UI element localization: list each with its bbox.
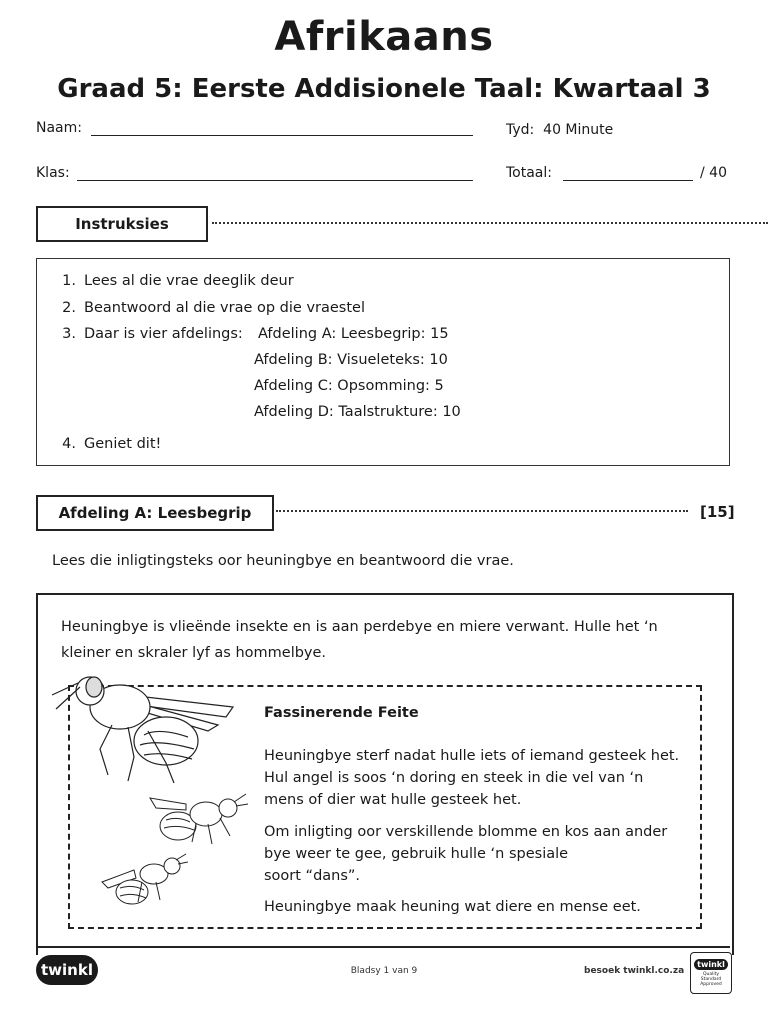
instruction-item-4: 4. Geniet dit! bbox=[62, 436, 162, 452]
naam-label: Naam: bbox=[36, 120, 82, 136]
tyd-value: 40 Minute bbox=[543, 122, 614, 138]
klas-field[interactable] bbox=[77, 180, 473, 181]
section-list-c: Afdeling C: Opsomming: 5 bbox=[254, 378, 444, 394]
totaal-field[interactable] bbox=[563, 180, 693, 181]
fact-2: Om inligting oor verskillende blomme en kos aan ander bye weer te gee, gebruik hulle ‘n spesiale soort “dans”. bbox=[264, 824, 668, 884]
instruction-item-1: 1. Lees al die vrae deeglik deur bbox=[62, 273, 294, 289]
section-a-heading: Afdeling A: Leesbegrip bbox=[36, 495, 274, 531]
totaal-label: Totaal: bbox=[506, 165, 552, 181]
facts-heading: Fassinerende Feite bbox=[264, 705, 419, 721]
instructions-divider bbox=[212, 222, 768, 224]
fact-1: Heuningbye sterf nadat hulle iets of iemand gesteek het. Hul angel is soos ‘n doring en steek in die vel van ‘n mens of dier wat hulle gesteek het. bbox=[264, 748, 680, 808]
site-link[interactable]: besoek twinkl.co.za bbox=[584, 966, 685, 976]
section-a-intro: Lees die inligtingsteks oor heuningbye en beantwoord die vrae. bbox=[52, 553, 514, 569]
footer-divider bbox=[36, 946, 730, 948]
instructions-heading: Instruksies bbox=[36, 206, 208, 242]
page-number: Bladsy 1 van 9 bbox=[350, 966, 418, 976]
section-list-b: Afdeling B: Visueleteks: 10 bbox=[254, 352, 448, 368]
fact-3: Heuningbye maak heuning wat diere en mense eet. bbox=[264, 899, 641, 915]
bee-illustration-small bbox=[98, 852, 188, 914]
bee-illustration-large bbox=[48, 665, 238, 785]
reading-paragraph-line2: kleiner en skraler lyf as hommelbye. bbox=[61, 645, 327, 661]
section-list-a: Afdeling A: Leesbegrip: 15 bbox=[258, 326, 449, 342]
quality-badge bbox=[690, 952, 732, 994]
page-subtitle: Graad 5: Eerste Addisionele Taal: Kwartaal 3 bbox=[57, 74, 711, 104]
naam-field[interactable] bbox=[91, 135, 473, 136]
twinkl-logo: twinkl bbox=[36, 955, 98, 985]
instruction-item-3: 3. Daar is vier afdelings: bbox=[62, 326, 243, 342]
bee-illustration-medium bbox=[146, 790, 250, 854]
badge-logo: twinkl bbox=[694, 959, 728, 970]
tyd-label: Tyd: 40 Minute bbox=[506, 122, 614, 138]
page-title: Afrikaans bbox=[274, 14, 494, 60]
klas-label: Klas: bbox=[36, 165, 70, 181]
totaal-max: / 40 bbox=[700, 165, 727, 181]
badge-text: Quality Standard Approved bbox=[700, 972, 722, 987]
section-list-d: Afdeling D: Taalstrukture: 10 bbox=[254, 404, 461, 420]
instruction-item-2: 2. Beantwoord al die vrae op die vraestel bbox=[62, 300, 365, 316]
reading-paragraph-line1: Heuningbye is vlieënde insekte en is aan perdebye en miere verwant. Hulle het ‘n bbox=[61, 619, 658, 635]
section-a-divider bbox=[276, 510, 688, 512]
section-a-marks: [15] bbox=[700, 503, 735, 521]
